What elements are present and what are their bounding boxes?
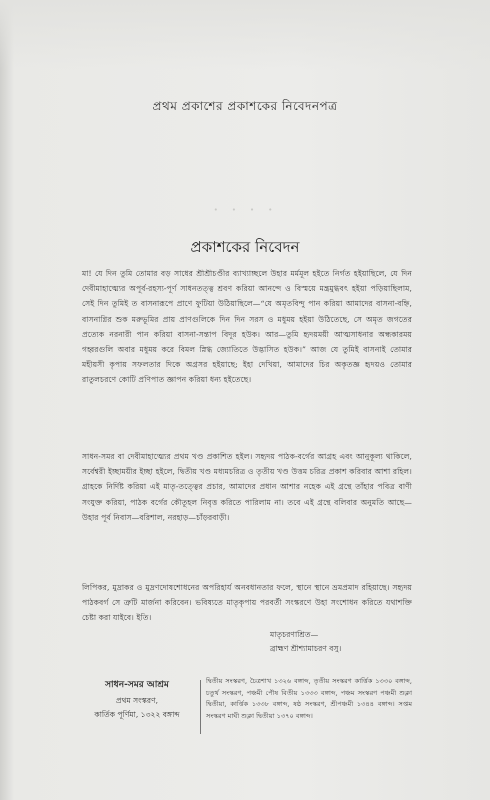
section-title: প্রকাশকের নিবেদন bbox=[190, 238, 300, 256]
paragraph-2: সাধন-সমর বা দেবীমাহাত্ম্যের প্রথম খণ্ড প্রকাশিত হইল। সহৃদয় পাঠক-বর্গের আগ্রহ এবং আনুকূল্য থাকিলে, সর্বেশ্বরী ইচ্ছাময়ীর ইচ্ছা হইলে, দ্বিতীয় খণ্ড মধ্যমচরিত্র ও তৃতীয় খণ্ড উত্তম চরিত্র প্রকাশ করিবার আশা রহিল। গ্রাহকে নির্দিষ্ট করিয়া এই মাতৃ-তত্ত্বের প্রচার, আমাদের প্রধান আশার নহেক এই গ্রন্থে তাঁহার পবিত্র বাণী সংযুক্ত করিয়া, পাঠক বর্গের কৌতূহল নিবৃত্ত করিতে পারিলাম না। তবে এই গ্রন্থে বলিবার অনুমতি আছে—উহার পূর্ব নিবাস—বরিশাল, নরহাড়—চাঁড়রবাড়ী। bbox=[82, 452, 412, 522]
footer-publisher-title: সাধন-সমর আশ্রম bbox=[105, 680, 169, 690]
signature-line-2: ব্রাহ্মণ শ্রীশ্যামাচরণ বসু। bbox=[270, 644, 342, 653]
paragraph-3: লিপিকর, মুদ্রাকর ও মুদ্রণদোষশোধনের অপরিহার্য অনবধানতার ফলে, স্থানে স্থানে ভ্রমপ্রমাদ রহিয়াছে। সহৃদয় পাঠকবর্গ সে ত্রুটি মার্জনা করিবেন। ভবিষ্যতে মাতৃকৃপায় পরবর্তী সংস্করণে উহা সংশোধন করিতে যথাশক্তি চেষ্টা করা যাইবে। ইতি। bbox=[82, 583, 412, 623]
signature-block bbox=[270, 628, 420, 656]
footer-first-edition: প্রথম সংস্করণ, bbox=[115, 696, 159, 705]
footer-first-edition-date: কার্তিক পূর্ণিমা, ১৩২২ বঙ্গাব্দ bbox=[94, 710, 180, 719]
edition-footer bbox=[82, 676, 412, 736]
footer-edition-history: দ্বিতীয় সংস্করণ, চৈত্রশাখ ১৩২৬ বঙ্গাব্দ, তৃতীয় সংস্করণ কার্ত্তিক ১৩৩০ বঙ্গাব্দ, চতুর্থ সংস্করণ, পঞ্চমী পৌষ বিতীয় ১৩৩৩ বঙ্গাব্দ, পঞ্চম সংস্করণ পঞ্চমী শুক্লা দ্বিতীয়া, কার্ত্তিক ১৩৩৮ বঙ্গাব্দ, ষষ্ঠ সংস্করণ, শ্রীপঞ্চমী ১৩৪৪ বঙ্গাব্দ। সপ্তম সংস্করণ মাঘী শুক্লা দ্বিতীয়া ১৩৭০ বঙ্গাব্দ। bbox=[206, 677, 412, 720]
page-header-title: প্রথম প্রকাশের প্রকাশকের নিবেদনপত্র bbox=[152, 99, 338, 113]
paragraph-1: মা! যে দিন তুমি তোমার বড় সাধের শ্রীশ্রীচণ্ডীর ব্যাখ্যাচ্ছলে উহার মর্মমূল হইতে নির্গত হইয়াছিলে, যে দিন দেবীমাহাত্ম্যের অপূর্ব-রহস্য-পূর্ণ সাধনতত্ত্ব শ্রবণ করিয়া আনন্দে ও বিস্ময়ে মন্ত্রমুগ্ধবৎ হইয়া পড়িয়াছিলাম, সেই দিন তুমিই ত বাসনারূপে প্রাণে ফুটিয়া উঠিয়াছিলে—“যে অমৃতবিন্দু পান করিয়া আমাদের বাসনা-বহ্নি, বাসনাগ্নির শুক মরুভূমির প্রায় প্রাণগুলিকে দিন দিন সরস ও মধুময় হইয়া উঠিতেছে, সে অমৃত জগতের প্রত্যেক নরনারী পান করিয়া বাসনা-সন্তাপ বিদূর হউক। আর—তুমি হৃদয়ময়ী আত্মসাধনার অন্ধকারময় গহ্বরগুলি অবার মধুময় করে বিমল স্নিগ্ধ জ্যোতিতে উদ্ভাসিত হউক।” আজ যে তুমিই বাসনাই তোমার মহীয়সী কৃপায় সফলতার দিকে অগ্রসর হইয়াছে; ইহা দেখিয়া, আমাদের চির অকৃতজ্ঞ হৃদয়ও তোমার রাতুলচরণে কোটি প্রণিপাত জ্ঞাপন করিয়া ধন্য হইতেছে। bbox=[82, 269, 412, 385]
signature-line-1: মাতৃচরণাশ্রিত— bbox=[270, 630, 319, 639]
bleed-through-mark: · · · · bbox=[213, 200, 277, 219]
page-shadow bbox=[0, 0, 490, 70]
footer-divider bbox=[200, 680, 201, 734]
footer-publisher bbox=[82, 676, 192, 722]
